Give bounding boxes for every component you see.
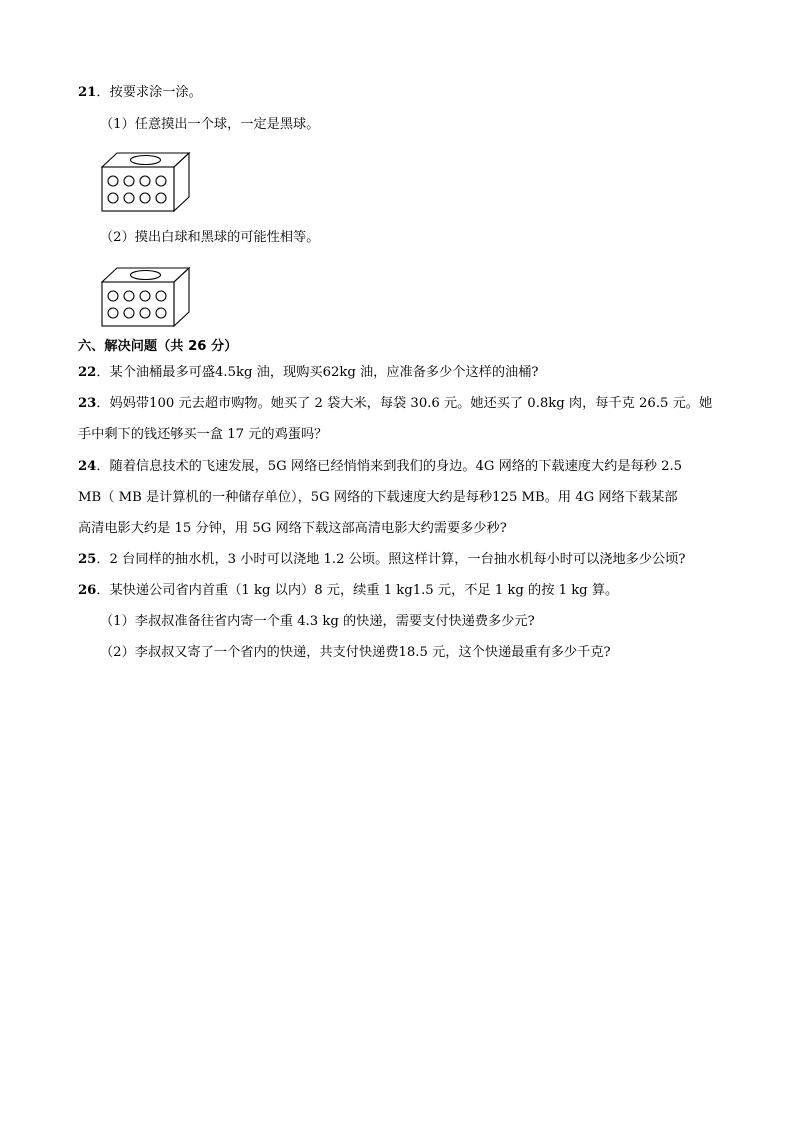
question-24 [78,458,682,476]
question-26-part-2: （2）李叔叔又寄了一个省内的快递，共支付快递费18.5 元，这个快递最重有多少千克? [100,645,611,660]
question-21-part-1: （1）任意摸出一个球，一定是黑球。 [100,117,320,132]
question-text: ．按要求涂一涂。 [96,85,202,100]
question-number: 23 [78,396,97,411]
question-24-continued: MB（ MB 是计算机的一种储存单位），5G 网络的下载速度大约是每秒125 MB。用 4G 网络下载某部 [78,490,678,505]
question-23-continued: 手中剩下的钱还够买一盒 17 元的鸡蛋吗？ [78,427,328,442]
question-26-part-1: （1）李叔叔准备往省内寄一个重 4.3 kg 的快递，需要支付快递费多少元? [100,614,535,629]
question-text: ．妈妈带100 元去超市购物。她买了 2 袋大米，每袋 30.6 元。她还买了 0.8kg 肉，每千克 26.5 元。她 [96,396,713,411]
ball-box-figure-2[interactable] [101,266,191,328]
section-title: 六、解决问题（共 26 分） [78,339,238,354]
question-26 [78,582,618,600]
question-text: ．某快递公司省内首重（1 kg 以内）8 元，续重 1 kg1.5 元，不足 1 kg 的按 1 kg 算。 [96,583,619,598]
question-24-continued: 高清电影大约是 15 分钟，用 5G 网络下载这部高清电影大约需要多少秒? [78,521,507,536]
question-number: 24 [78,459,97,474]
question-number: 26 [78,583,97,598]
question-21 [78,84,202,102]
question-25 [78,551,685,569]
question-number: 22 [78,365,97,380]
question-22 [78,364,539,382]
question-text: ．随着信息技术的飞速发展，5G 网络已经悄悄来到我们的身边。4G 网络的下载速度大约是每秒 2.5 [96,459,683,474]
ball-box-figure-1[interactable] [101,151,191,213]
question-text: ．2 台同样的抽水机，3 小时可以浇地 1.2 公顷。照这样计算，一台抽水机每小时可以浇地多少公顷? [96,552,686,567]
question-number: 25 [78,552,97,567]
question-23 [78,395,712,413]
question-21-part-2: （2）摸出白球和黑球的可能性相等。 [100,230,320,245]
question-text: ．某个油桶最多可盛4.5kg 油，现购买62kg 油，应准备多少个这样的油桶? [96,365,539,380]
question-number: 21 [78,85,97,100]
